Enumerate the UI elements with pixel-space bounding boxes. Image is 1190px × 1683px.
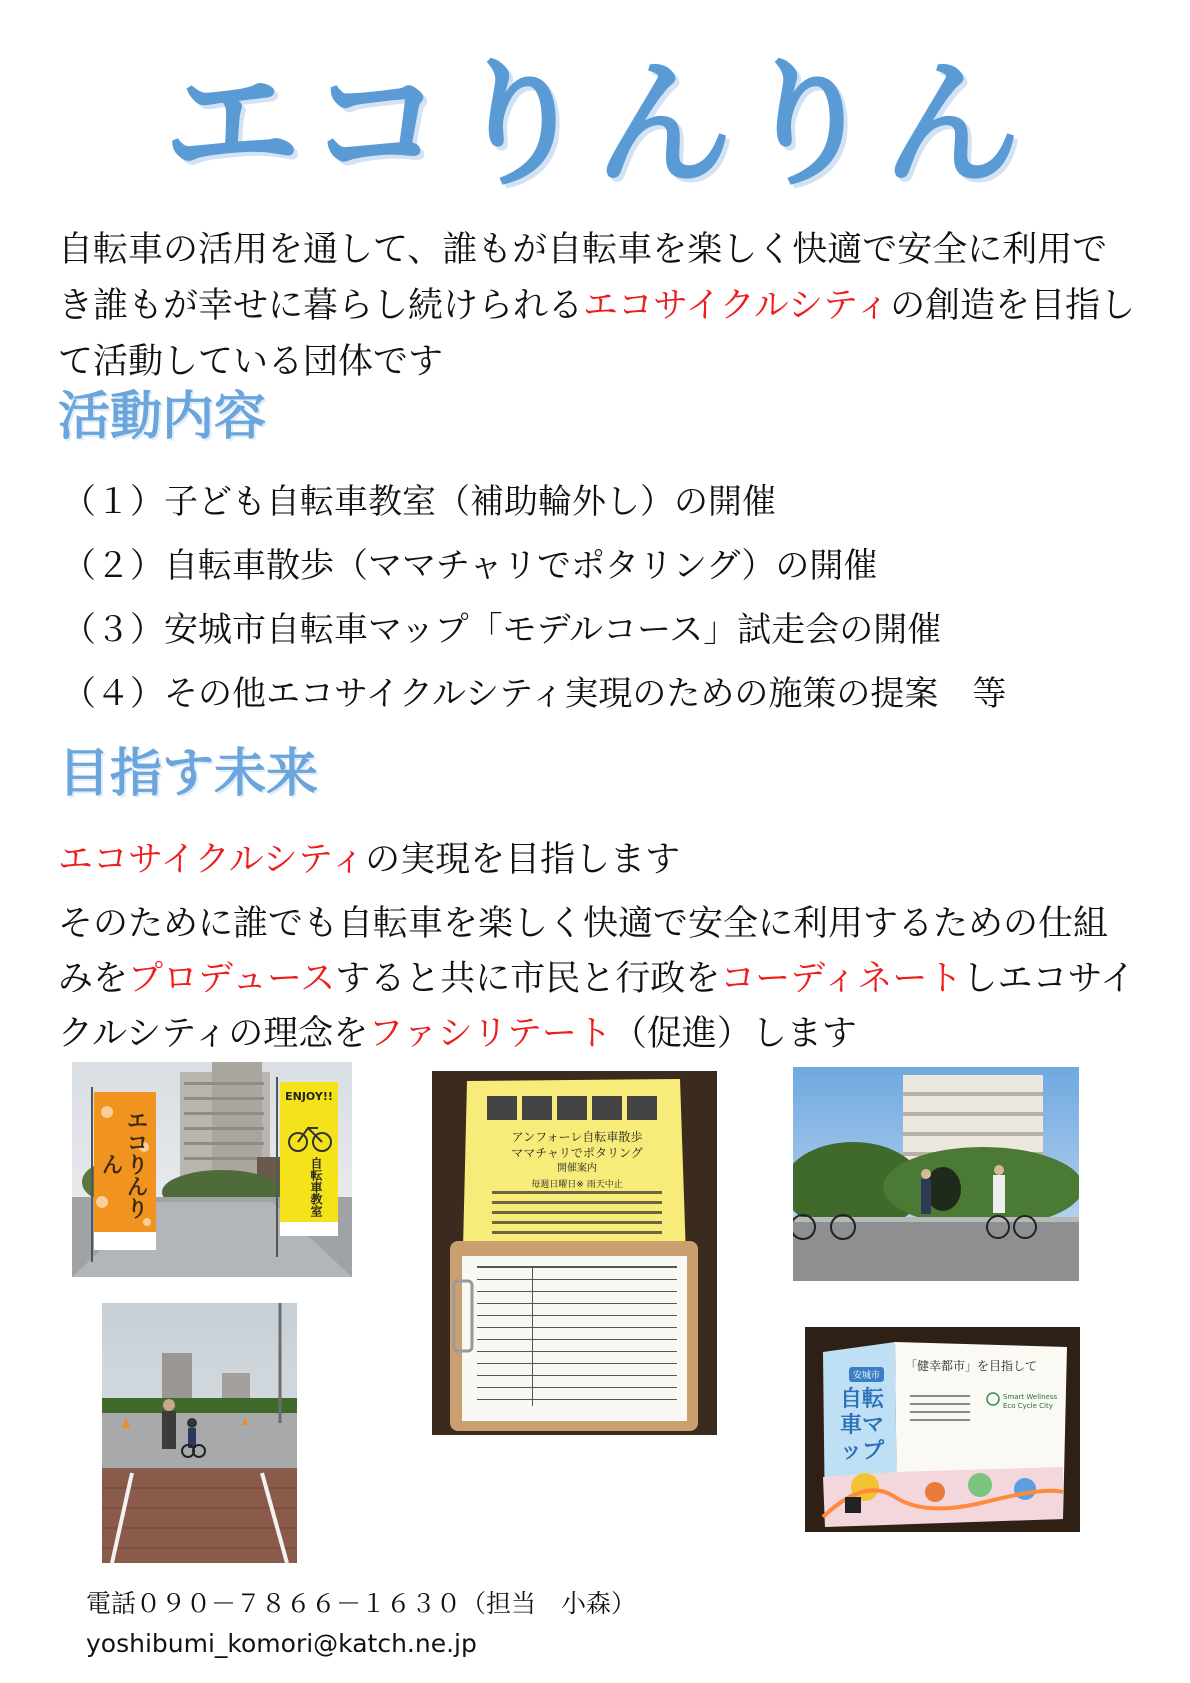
map-city-badge: 安城市 bbox=[849, 1367, 884, 1382]
intro-highlight: エコサイクルシティ bbox=[583, 286, 891, 326]
future-text-e: しエコサイクルシティの理念を bbox=[58, 959, 1135, 1054]
activity-list bbox=[62, 470, 1006, 726]
photo-course bbox=[102, 1303, 297, 1563]
photo-flyer bbox=[432, 1071, 717, 1435]
activity-item-4: （４）その他エコサイクルシティ実現のための施策の提案 等 bbox=[62, 674, 1007, 714]
activity-item-1: （１）子ども自転車教室（補助輪外し）の開催 bbox=[62, 482, 776, 522]
map-sub-en-2: Eco Cycle City bbox=[1003, 1402, 1053, 1410]
flyer-schedule: 毎週日曜日※ 雨天中止 bbox=[531, 1180, 623, 1190]
map-sub-en-1: Smart Wellness bbox=[1003, 1393, 1058, 1401]
intro-part2: の創造を目指して活動している団体です bbox=[58, 286, 1136, 382]
photo-building-image bbox=[793, 1067, 1079, 1281]
page-title: エコりんりん bbox=[162, 44, 1027, 205]
photo-building bbox=[793, 1067, 1079, 1281]
flyer-subtitle: 開催案内 bbox=[557, 1163, 597, 1174]
photo-banners bbox=[72, 1062, 352, 1277]
future-line1 bbox=[58, 833, 1138, 888]
intro-text bbox=[58, 222, 1138, 390]
activity-item-2: （２）自転車散歩（ママチャリでポタリング）の開催 bbox=[62, 546, 878, 586]
banner-right-top: ENJOY!! bbox=[285, 1090, 333, 1103]
future-text-a: そのために誰でも自転車を楽しく快適で安全に利用するための仕組みを bbox=[58, 904, 1109, 999]
future-line1-rest: の実現を目指します bbox=[365, 840, 681, 880]
produce-highlight: プロデュース bbox=[128, 959, 336, 999]
map-title: 自転車マップ bbox=[839, 1387, 884, 1464]
photo-flyer-image bbox=[432, 1071, 717, 1435]
contact-phone: 電話０９０－７８６６－１６３０（担当 小森） bbox=[86, 1589, 637, 1618]
future-paragraph bbox=[58, 897, 1138, 1062]
banner-right-text: 自転車教室 bbox=[309, 1157, 323, 1217]
contact-email: yoshibumi_komori@katch.ne.jp bbox=[86, 1629, 477, 1658]
future-heading: 目指す未来 bbox=[58, 744, 319, 804]
photo-map bbox=[805, 1327, 1080, 1532]
future-text-g: （促進）します bbox=[611, 1014, 857, 1054]
intro-part1: 自転車の活用を通して、誰もが自転車を楽しく快適で安全に利用でき誰もが幸せに暮らし続けられる bbox=[58, 230, 1108, 326]
flyer-title-1: アンフォーレ自転車散歩 bbox=[511, 1130, 643, 1144]
future-highlight: エコサイクルシティ bbox=[58, 840, 366, 880]
facilitate-highlight: ファシリテート bbox=[368, 1014, 612, 1054]
banner-left-text: エコりんりん bbox=[98, 1109, 148, 1219]
future-text-c: すると共に市民と行政を bbox=[335, 959, 721, 999]
activity-item-3: （３）安城市自転車マップ「モデルコース」試走会の開催 bbox=[62, 610, 942, 650]
coordinate-highlight: コーディネート bbox=[720, 959, 963, 999]
photo-course-image bbox=[102, 1303, 297, 1563]
activities-heading: 活動内容 bbox=[58, 387, 267, 447]
flyer-title-2: ママチャリでポタリング bbox=[511, 1146, 643, 1160]
map-slogan: 「健幸都市」を目指して bbox=[905, 1359, 1038, 1373]
